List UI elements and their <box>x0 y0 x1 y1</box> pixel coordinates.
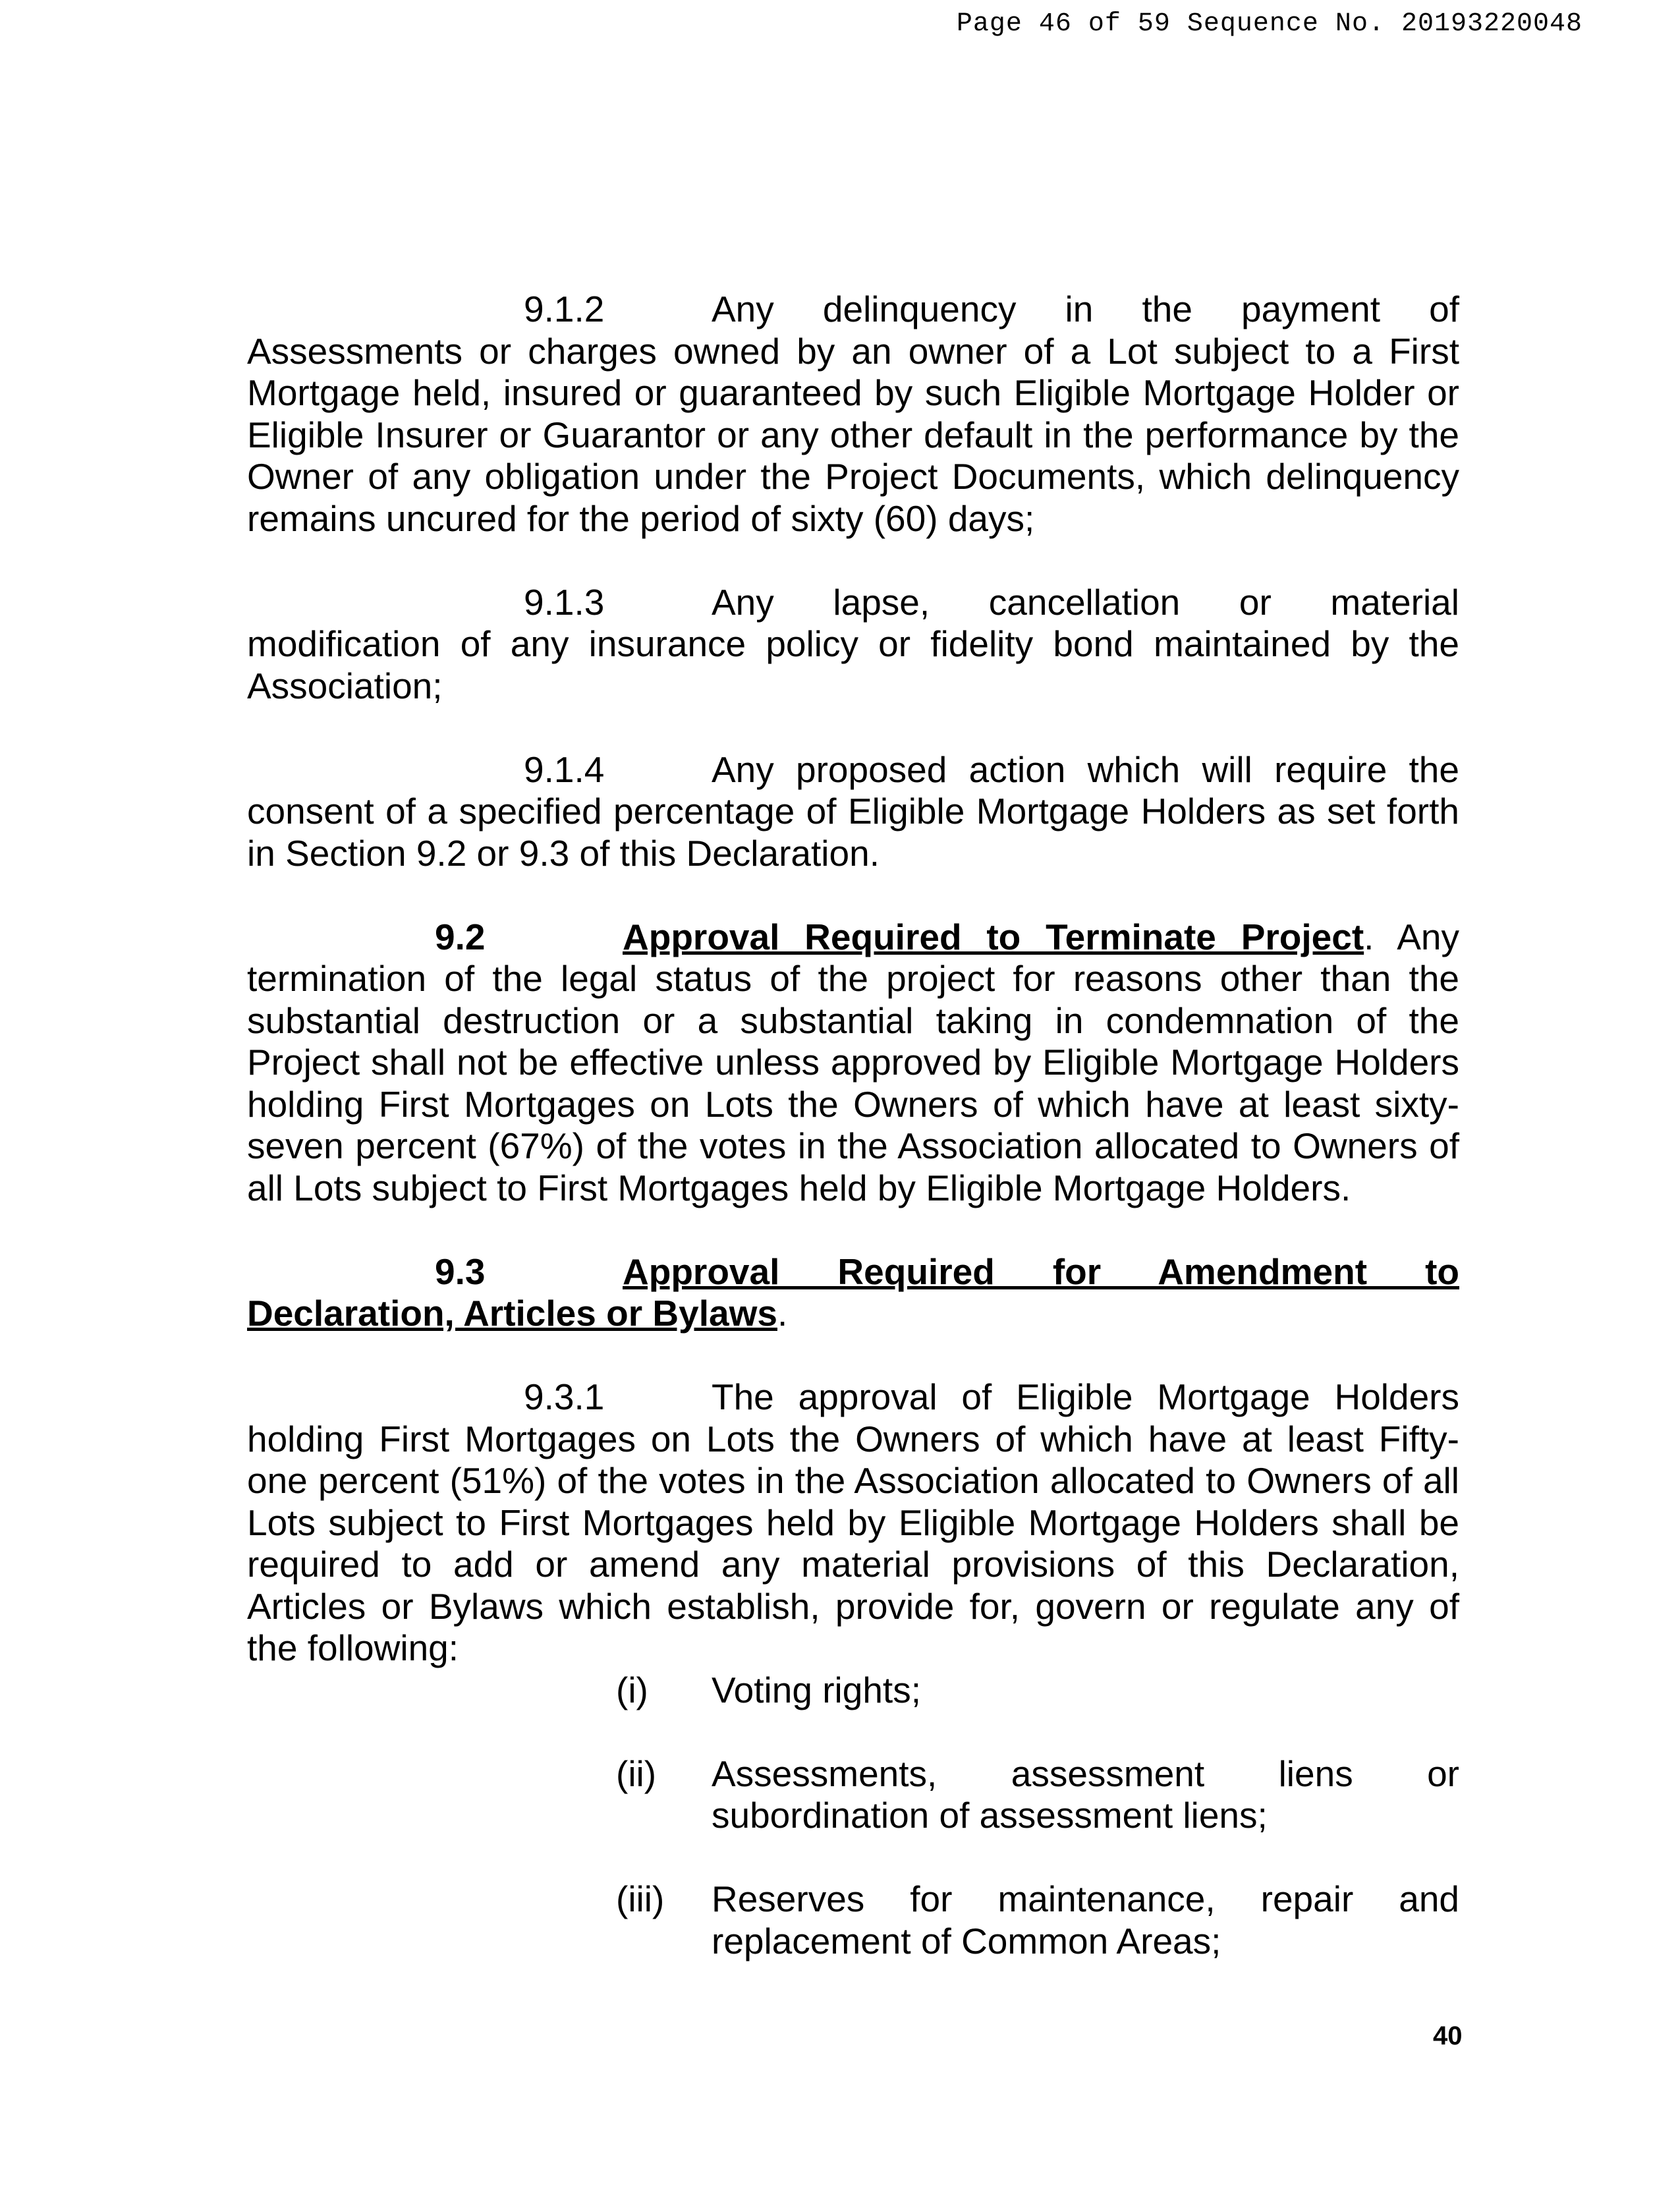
section-heading: Approval Required to Terminate Project <box>623 916 1364 957</box>
section-number: 9.2 <box>435 916 486 957</box>
paragraph-9-3-1 <box>247 1376 1459 1670</box>
paragraph-text: Any proposed action which will require the consent of a specified percentage of Eligible Mortgage Holders as set forth in Section 9.2 or 9.3 of this Declaration. <box>247 748 1459 874</box>
list-item-text: Voting rights; <box>712 1669 921 1710</box>
list-item <box>247 1878 1459 1962</box>
page-sequence-header: Page 46 of 59 Sequence No. 20193220048 <box>956 9 1582 39</box>
list-marker: (iii) <box>616 1878 665 1919</box>
list-item-text: Reserves for maintenance, repair and replacement of Common Areas; <box>712 1878 1459 1961</box>
list-marker: (ii) <box>616 1753 657 1794</box>
section-number: 9.1.4 <box>524 748 605 790</box>
section-9-3 <box>247 1251 1459 1335</box>
section-number: 9.1.3 <box>524 581 605 623</box>
list-item <box>247 1670 1459 1712</box>
paragraph-9-1-2 <box>247 289 1459 540</box>
heading-period: . <box>777 1293 788 1334</box>
paragraph-text: Any termination of the legal status of the project for reasons other than the substantial destruction or a substantial taking in condemnation of the Project shall not be effective unless approved by Eligible Mortgage Holders holding First Mortgages on Lots the Owners of which have at least sixty-seven percent (67%) of the votes in the Association allocated to Owners of all Lots subject to First Mortgages held by Eligible Mortgage Holders. <box>247 916 1459 1208</box>
page-number: 40 <box>1433 2021 1463 2050</box>
section-number: 9.3 <box>435 1251 486 1292</box>
document-body <box>247 289 1459 1962</box>
section-heading: Approval Required for Amendment to Declaration, Articles or Bylaws <box>247 1251 1459 1334</box>
paragraph-text: Any lapse, cancellation or material modification of any insurance policy or fidelity bond maintained by the Association; <box>247 581 1459 706</box>
paragraph-9-1-4 <box>247 749 1459 875</box>
section-number: 9.3.1 <box>524 1376 605 1417</box>
paragraph-text: Any delinquency in the payment of Assessments or charges owned by an owner of a Lot subject to a First Mortgage held, insured or guaranteed by such Eligible Mortgage Holder or Eligible Insurer or Guarantor or any other default in the performance by the Owner of any obligation under the Project Documents, which delinquency remains uncured for the period of sixty (60) days; <box>247 289 1459 539</box>
section-number: 9.1.2 <box>524 289 605 329</box>
paragraph-text: The approval of Eligible Mortgage Holders holding First Mortgages on Lots the Owners of which have at least Fifty-one percent (51%) of the votes in the Association allocated to Owners of all Lots subject to First Mortgages held by Eligible Mortgage Holders shall be required to add or amend any material provisions of this Declaration, Articles or Bylaws which establish, provide for, govern or regulate any of the following: <box>247 1376 1459 1668</box>
list-marker: (i) <box>616 1669 648 1710</box>
list-item <box>247 1753 1459 1837</box>
section-9-2 <box>247 916 1459 1210</box>
paragraph-9-1-3 <box>247 582 1459 708</box>
list-item-text: Assessments, assessment liens or subordination of assessment liens; <box>712 1753 1459 1836</box>
heading-period: . <box>1364 916 1374 957</box>
